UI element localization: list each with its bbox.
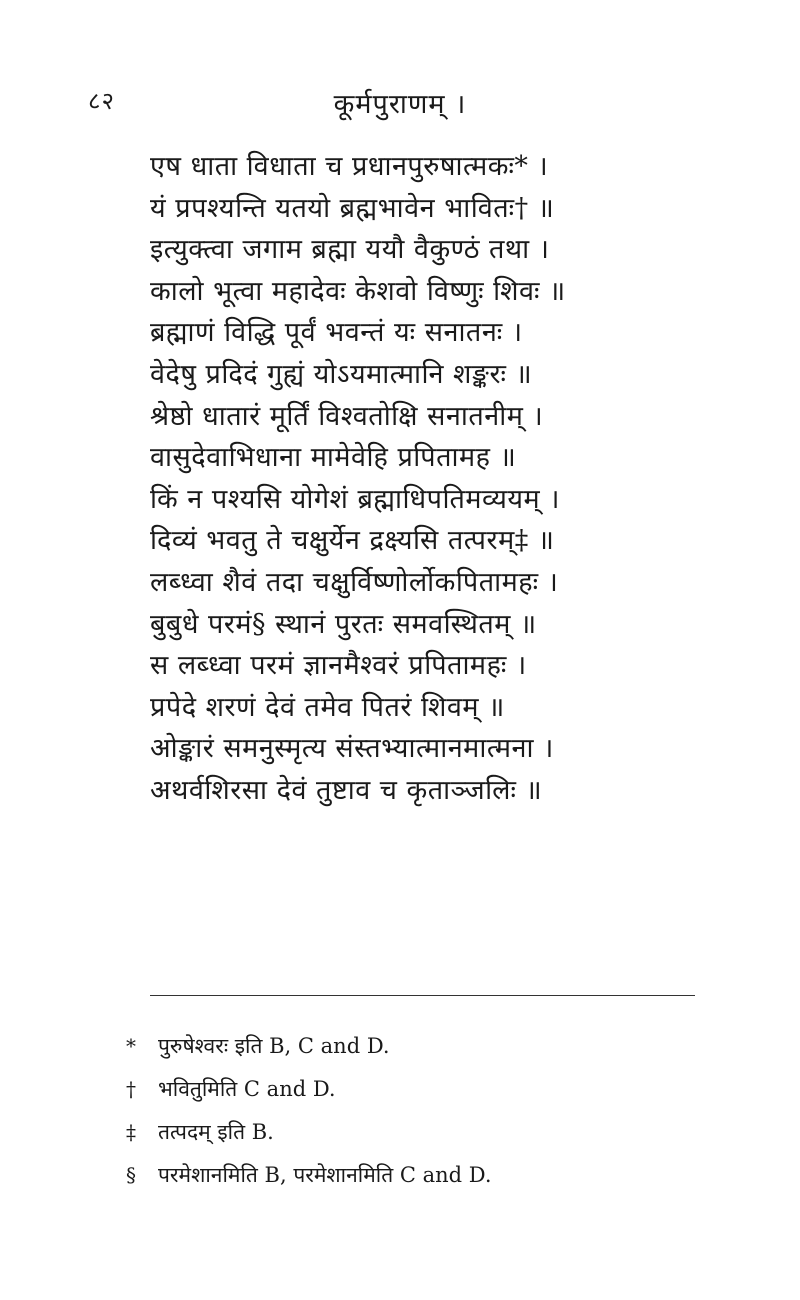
footnote (126, 1025, 706, 1068)
footnote-mark: * (126, 1034, 136, 1058)
page-number: ८२ (88, 87, 115, 115)
page-header (0, 84, 800, 124)
running-title: कूर्मपुराणम् । (333, 89, 467, 120)
verse-line: श्रेष्ठो धातारं मूर्तिं विश्वतोक्षि सनातनीम् । (150, 400, 544, 432)
verse-line: प्रपेदे शरणं देवं तमेव पितरं शिवम् ॥ (150, 691, 505, 723)
footnote-text: परमेशानमिति B, परमेशानमिति C and D. (158, 1163, 492, 1187)
footnote-mark: † (126, 1077, 136, 1101)
footnote-divider (150, 995, 695, 996)
verse-line: स लब्ध्वा परमं ज्ञानमैश्वरं प्रपितामहः । (150, 650, 527, 682)
verse-line: वेदेषु प्रदिदं गुह्यं योऽयमात्मानि शङ्करः ॥ (150, 358, 533, 390)
verse-block (150, 146, 690, 812)
verse-line: किं न पश्यसि योगेशं ब्रह्माधिपतिमव्ययम् । (150, 483, 560, 515)
verse-line: यं प्रपश्यन्ति यतयो ब्रह्मभावेन भावितः† ॥ (150, 192, 555, 224)
verse-line: लब्ध्वा शैवं तदा चक्षुर्विष्णोर्लोकपितामहः । (150, 566, 559, 598)
verse-line: ब्रह्माणं विद्धि पूर्वं भवन्तं यः सनातनः । (150, 317, 523, 349)
footnote-text: पुरुषेश्वरः इति B, C and D. (158, 1034, 390, 1058)
verse-line: एष धाता विधाता च प्रधानपुरुषात्मकः* । (150, 151, 549, 182)
verse-line: बुबुधे परमं§ स्थानं पुरतः समवस्थितम् ॥ (150, 608, 537, 640)
footnote-text: भवितुमिति C and D. (158, 1077, 336, 1101)
verse-line: वासुदेवाभिधाना मामेवेहि प्रपितामह ॥ (150, 442, 517, 474)
verse-line: अथर्वशिरसा देवं तुष्टाव च कृताञ्जलिः ॥ (150, 774, 543, 806)
footnote-mark: § (126, 1163, 136, 1187)
footnote (126, 1111, 706, 1154)
footnotes (126, 1025, 706, 1197)
footnote-mark: ‡ (126, 1120, 136, 1144)
verse-line: ओङ्कारं समनुस्मृत्य संस्तभ्यात्मानमात्मना । (150, 733, 554, 765)
verse-line: कालो भूत्वा महादेवः केशवो विष्णुः शिवः ॥ (150, 275, 566, 307)
footnote-text: तत्पदम् इति B. (158, 1120, 274, 1144)
verse-line: दिव्यं भवतु ते चक्षुर्येन द्रक्ष्यसि तत्परम्‡ ॥ (150, 525, 555, 557)
footnote (126, 1154, 706, 1197)
verse-line: इत्युक्त्वा जगाम ब्रह्मा ययौ वैकुण्ठं तथा । (150, 234, 550, 266)
footnote (126, 1068, 706, 1111)
